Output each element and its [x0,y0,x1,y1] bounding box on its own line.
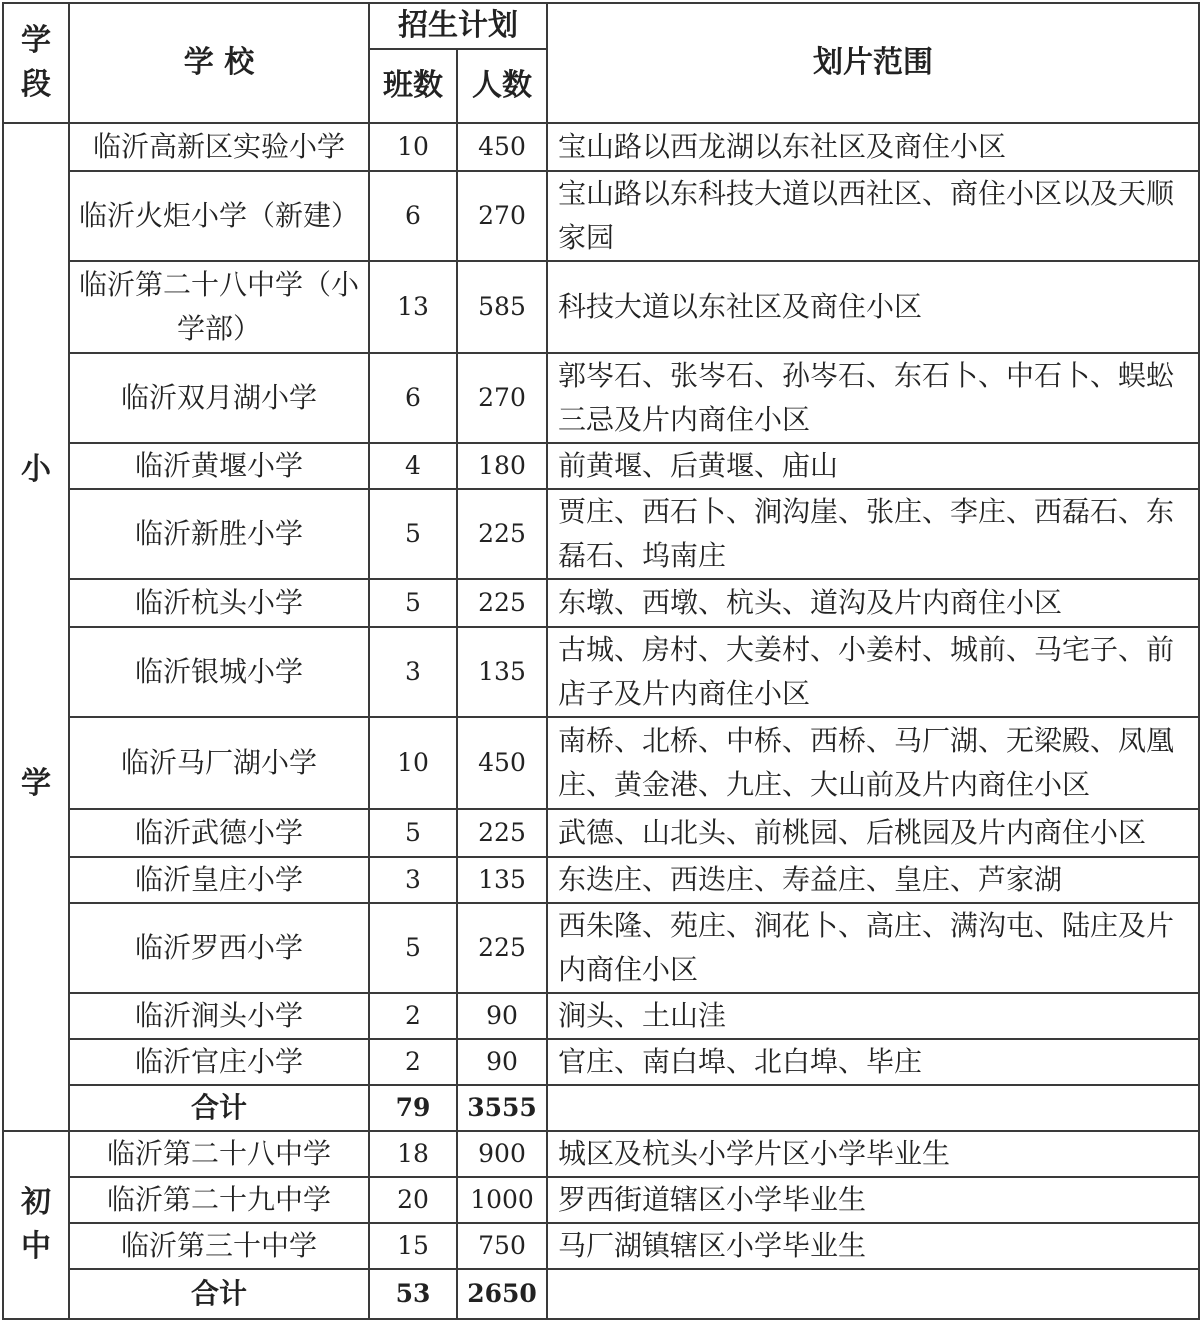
student-count: 750 [457,1223,547,1269]
student-count: 1000 [457,1177,547,1223]
class-count: 5 [369,489,457,579]
zone-range: 罗西街道辖区小学毕业生 [547,1177,1199,1223]
primary-stage-label [3,123,69,1131]
table-row [3,579,1199,627]
school-name: 临沂新胜小学 [69,489,369,579]
zone-range: 古城、房村、大姜村、小姜村、城前、马宅子、前店子及片内商住小区 [547,627,1199,717]
class-count: 5 [369,903,457,993]
school-name: 临沂涧头小学 [69,993,369,1039]
class-count: 4 [369,443,457,489]
table-row [3,903,1199,993]
header-stage-char-2: 段 [21,67,51,102]
junior-total-row [3,1269,1199,1319]
header-students: 人数 [457,49,547,123]
class-count: 3 [369,857,457,903]
class-count: 20 [369,1177,457,1223]
class-count: 13 [369,261,457,353]
school-name: 临沂第二十八中学（小学部） [69,261,369,353]
total-range [547,1085,1199,1131]
zone-range: 马厂湖镇辖区小学毕业生 [547,1223,1199,1269]
zone-range: 前黄堰、后黄堰、庙山 [547,443,1199,489]
total-range [547,1269,1199,1319]
zone-range: 西朱隆、苑庄、涧花卜、高庄、满沟屯、陆庄及片内商住小区 [547,903,1199,993]
school-name: 临沂火炬小学（新建） [69,171,369,261]
zone-range: 城区及杭头小学片区小学毕业生 [547,1131,1199,1177]
school-name: 临沂双月湖小学 [69,353,369,443]
class-count: 6 [369,171,457,261]
student-count: 180 [457,443,547,489]
junior-stage-char-2: 中 [21,1229,51,1264]
school-name: 临沂高新区实验小学 [69,123,369,171]
school-name: 临沂银城小学 [69,627,369,717]
class-count: 10 [369,123,457,171]
student-count: 270 [457,171,547,261]
school-name: 临沂第二十八中学 [69,1131,369,1177]
header-stage-char-1: 学 [21,23,51,58]
zone-range: 涧头、土山洼 [547,993,1199,1039]
zone-range: 武德、山北头、前桃园、后桃园及片内商住小区 [547,809,1199,857]
table-row [3,993,1199,1039]
zone-range: 贾庄、西石卜、涧沟崖、张庄、李庄、西磊石、东磊石、坞南庄 [547,489,1199,579]
junior-stage-char-1: 初 [21,1185,51,1220]
primary-stage-char-2: 学 [21,766,51,801]
school-name: 临沂黄堰小学 [69,443,369,489]
school-name: 临沂杭头小学 [69,579,369,627]
student-count: 450 [457,717,547,809]
school-name: 临沂罗西小学 [69,903,369,993]
student-count: 225 [457,579,547,627]
zone-range: 科技大道以东社区及商住小区 [547,261,1199,353]
student-count: 90 [457,993,547,1039]
total-label: 合计 [69,1269,369,1319]
student-count: 900 [457,1131,547,1177]
student-count: 225 [457,809,547,857]
table-row [3,1039,1199,1085]
class-count: 2 [369,993,457,1039]
student-count: 270 [457,353,547,443]
total-classes: 53 [369,1269,457,1319]
total-students: 2650 [457,1269,547,1319]
table-row [3,171,1199,261]
class-count: 6 [369,353,457,443]
class-count: 15 [369,1223,457,1269]
table-row [3,353,1199,443]
zone-range: 宝山路以东科技大道以西社区、商住小区以及天顺家园 [547,171,1199,261]
zone-range: 宝山路以西龙湖以东社区及商住小区 [547,123,1199,171]
class-count: 5 [369,809,457,857]
header-stage [3,3,69,123]
student-count: 135 [457,627,547,717]
class-count: 2 [369,1039,457,1085]
table-row [3,489,1199,579]
school-name: 临沂第三十中学 [69,1223,369,1269]
class-count: 3 [369,627,457,717]
student-count: 450 [457,123,547,171]
zone-range: 南桥、北桥、中桥、西桥、马厂湖、无梁殿、凤凰庄、黄金港、九庄、大山前及片内商住小区 [547,717,1199,809]
student-count: 585 [457,261,547,353]
total-students: 3555 [457,1085,547,1131]
school-name: 临沂官庄小学 [69,1039,369,1085]
table-row [3,857,1199,903]
total-label: 合计 [69,1085,369,1131]
zone-range: 官庄、南白埠、北白埠、毕庄 [547,1039,1199,1085]
class-count: 5 [369,579,457,627]
header-classes: 班数 [369,49,457,123]
header-school: 学 校 [69,3,369,123]
junior-stage-label [3,1131,69,1319]
school-name: 临沂第二十九中学 [69,1177,369,1223]
primary-stage-char-1: 小 [21,452,51,487]
school-name: 临沂武德小学 [69,809,369,857]
total-classes: 79 [369,1085,457,1131]
class-count: 10 [369,717,457,809]
zone-range: 郭岑石、张岑石、孙岑石、东石卜、中石卜、蜈蚣三忌及片内商住小区 [547,353,1199,443]
zone-range: 东迭庄、西迭庄、寿益庄、皇庄、芦家湖 [547,857,1199,903]
table-row [3,1223,1199,1269]
student-count: 135 [457,857,547,903]
enrollment-table [2,2,1200,1320]
table-row [3,261,1199,353]
table-row [3,1131,1199,1177]
school-name: 临沂马厂湖小学 [69,717,369,809]
header-plan: 招生计划 [369,3,547,49]
student-count: 225 [457,903,547,993]
table-body [3,123,1199,1319]
zone-range: 东墩、西墩、杭头、道沟及片内商住小区 [547,579,1199,627]
table-row [3,443,1199,489]
school-name: 临沂皇庄小学 [69,857,369,903]
header-range: 划片范围 [547,3,1199,123]
student-count: 225 [457,489,547,579]
primary-total-row [3,1085,1199,1131]
table-row [3,123,1199,171]
table-row [3,717,1199,809]
student-count: 90 [457,1039,547,1085]
table-row [3,1177,1199,1223]
table-row [3,809,1199,857]
table-row [3,627,1199,717]
class-count: 18 [369,1131,457,1177]
